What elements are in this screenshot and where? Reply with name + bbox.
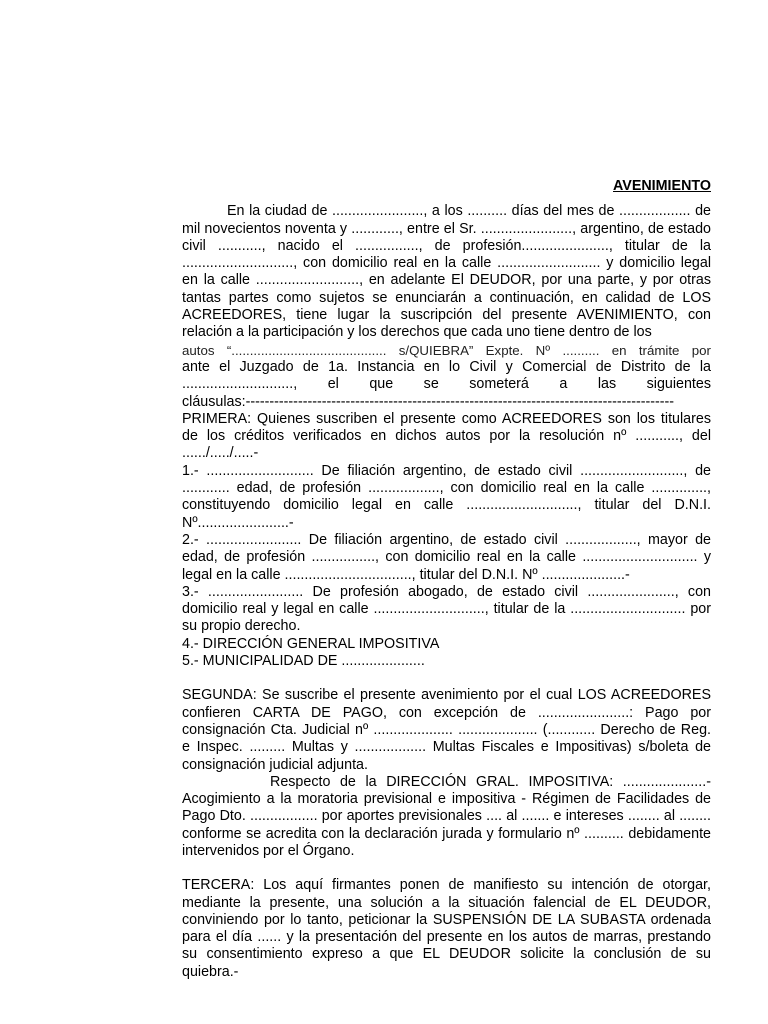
intro-autos-line xyxy=(182,342,711,359)
intro-clausulas-text: cláusulas:------------------------------------------------------------------------------------------ xyxy=(182,393,675,410)
party-item-2: 2.- ........................ De filiación argentino, de estado civil .................., mayor de edad, de profesión ................, con domicilio real en la calle ............................. y legal en la calle ................................, titular del D.N.I. Nº .....................- xyxy=(182,531,711,583)
party-item-4: 4.- DIRECCIÓN GENERAL IMPOSITIVA xyxy=(182,635,440,652)
document-page xyxy=(182,178,711,981)
intro-juzgado-line xyxy=(182,359,711,394)
paragraph-gap xyxy=(182,860,711,877)
party-item-5: 5.- MUNICIPALIDAD DE ..................... xyxy=(182,653,425,670)
intro-juzgado-text: ante el Juzgado de 1a. Instancia en lo Civil y Comercial de Distrito de la ............................, el que se someterá a las siguientes xyxy=(182,358,711,393)
intro-autos-text: autos “.......................................... s/QUIEBRA” Expte. Nº .......... en trámite por xyxy=(182,342,711,358)
clause-tercera: TERCERA: Los aquí firmantes ponen de manifiesto su intención de otorgar, mediante la presente, una solución a la situación falencial de EL DEUDOR, conviniendo por lo tanto, peticionar la SUSPENSIÓN DE LA SUBASTA ordenada para el día ...... y la presentación del presente en los autos de marras, prestando su consentimiento expreso a que EL DEUDOR solicite la conclusión de su quiebra.- xyxy=(182,877,711,980)
intro-paragraph xyxy=(182,203,711,341)
party-item-3: 3.- ........................ De profesión abogado, de estado civil ......................, con domicilio real y legal en calle ............................, titular de la ............................. por su propio derecho. xyxy=(182,583,711,635)
intro-text-1: En la ciudad de ......................., a los .......... días del mes de .................. de mil novecientos noventa y ............, entre el Sr. ......................., argentino, de estado civil ..........., nacido el ................, de profesión......................, titular de la ............................, con domicilio real en la calle .......................... y domicilio legal en la calle .........................., en adelante El DEUDOR, por una parte, y por otras tantas partes como sujetos se enunciarán a continuación, en calidad de LOS ACREEDORES, tiene lugar la suscripción del presente AVENIMIENTO, con relación a la participación y los derechos que cada uno tiene dentro de los xyxy=(182,203,711,341)
document-title: AVENIMIENTO xyxy=(613,178,711,194)
clause-respecto-dgi: Respecto de la DIRECCIÓN GRAL. IMPOSITIVA: .....................- Acogimiento a la moratoria previsional e impositiva - Régimen de Facilidades de Pago Dto. ................. por aportes previsionales .... al ....... e intereses ........ al ........ conforme se acredita con la declaración jurada y formulario nº .......... debidamente intervenidos por el Órgano. xyxy=(182,773,711,859)
paragraph-gap xyxy=(182,670,711,687)
intro-clausulas-line xyxy=(182,394,711,411)
clause-primera: PRIMERA: Quienes suscriben el presente como ACREEDORES son los titulares de los créditos verificados en dichos autos por la resolución nº ..........., del ....../...../.....- xyxy=(182,410,711,462)
party-item-1: 1.- ........................... De filiación argentino, de estado civil .........................., de ............ edad, de profesión .................., con domicilio real en la calle .............., constituyendo domicilio legal en calle ............................, titular del D.N.I. Nº.......................- xyxy=(182,462,711,531)
clause-segunda: SEGUNDA: Se suscribe el presente avenimiento por el cual LOS ACREEDORES confieren CARTA DE PAGO, con excepción de .......................: Pago por consignación Cta. Judicial nº .................... .................... (............ Derecho de Reg. e Inspec. ......... Multas y .................. Multas Fiscales e Impositivas) s/boleta de consignación judicial adjunta. xyxy=(182,687,711,773)
